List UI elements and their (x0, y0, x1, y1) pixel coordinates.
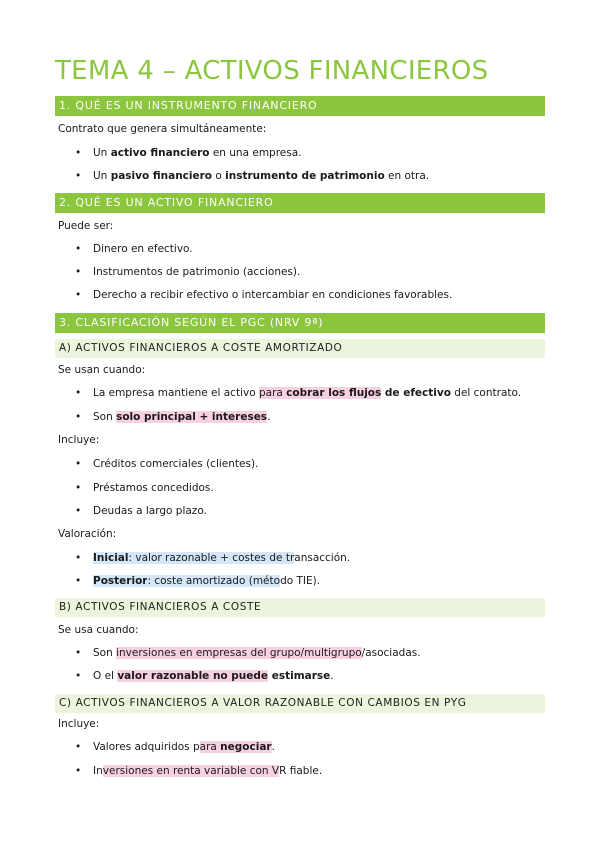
bullet-icon: • (75, 647, 82, 659)
list-item: • O el valor razonable no puede estimarse. (75, 670, 334, 682)
list-item: • Inversiones en renta variable con VR fiable. (75, 765, 323, 777)
bullet-icon: • (75, 243, 82, 255)
list-item: • Derecho a recibir efectivo o intercambiar en condiciones favorables. (75, 289, 453, 301)
bullet-icon: • (75, 575, 82, 587)
subsection-b-header: B) ACTIVOS FINANCIEROS A COSTE (55, 598, 545, 617)
list-item: • Créditos comerciales (clientes). (75, 458, 259, 470)
bullet-icon: • (75, 482, 82, 494)
subsection-a-intro: Se usan cuando: (58, 364, 146, 376)
bullet-icon: • (75, 670, 82, 682)
section-3-header: 3. CLASIFICACIÓN SEGÚN EL PGC (NRV 9ª) (55, 313, 545, 333)
subsection-a-header: A) ACTIVOS FINANCIEROS A COSTE AMORTIZADO (55, 339, 545, 358)
bullet-icon: • (75, 289, 82, 301)
bullet-icon: • (75, 411, 82, 423)
list-item: • La empresa mantiene el activo para cobrar los flujos de efectivo del contrato. (75, 387, 522, 399)
subsection-c-intro: Incluye: (58, 718, 100, 730)
list-item: • Posterior: coste amortizado (método TIE). (75, 575, 321, 587)
section-1-header: 1. QUÉ ES UN INSTRUMENTO FINANCIERO (55, 96, 545, 116)
bullet-icon: • (75, 458, 82, 470)
list-item: • Dinero en efectivo. (75, 243, 193, 255)
list-item: • Deudas a largo plazo. (75, 505, 207, 517)
page-title: TEMA 4 – ACTIVOS FINANCIEROS (55, 56, 489, 86)
list-item: • Son solo principal + intereses. (75, 411, 271, 423)
bullet-icon: • (75, 552, 82, 564)
section-2-header: 2. QUÉ ES UN ACTIVO FINANCIERO (55, 193, 545, 213)
list-item: • Inicial: valor razonable + costes de transacción. (75, 552, 351, 564)
list-item: • Un pasivo financiero o instrumento de patrimonio en otra. (75, 170, 430, 182)
bullet-icon: • (75, 741, 82, 753)
bullet-icon: • (75, 266, 82, 278)
section-1-intro: Contrato que genera simultáneamente: (58, 123, 267, 135)
bullet-icon: • (75, 387, 82, 399)
list-item: • Son inversiones en empresas del grupo/multigrupo/asociadas. (75, 647, 421, 659)
list-item: • Préstamos concedidos. (75, 482, 214, 494)
incluye-label: Incluye: (58, 434, 100, 446)
section-2-intro: Puede ser: (58, 220, 114, 232)
list-item: • Un activo financiero en una empresa. (75, 147, 302, 159)
bullet-icon: • (75, 147, 82, 159)
list-item: • Instrumentos de patrimonio (acciones). (75, 266, 301, 278)
bullet-icon: • (75, 505, 82, 517)
subsection-c-header: C) ACTIVOS FINANCIEROS A VALOR RAZONABLE CON CAMBIOS EN PYG (55, 694, 545, 713)
subsection-b-intro: Se usa cuando: (58, 624, 139, 636)
bullet-icon: • (75, 170, 82, 182)
list-item: • Valores adquiridos para negociar. (75, 741, 275, 753)
valoracion-label: Valoración: (58, 528, 117, 540)
bullet-icon: • (75, 765, 82, 777)
